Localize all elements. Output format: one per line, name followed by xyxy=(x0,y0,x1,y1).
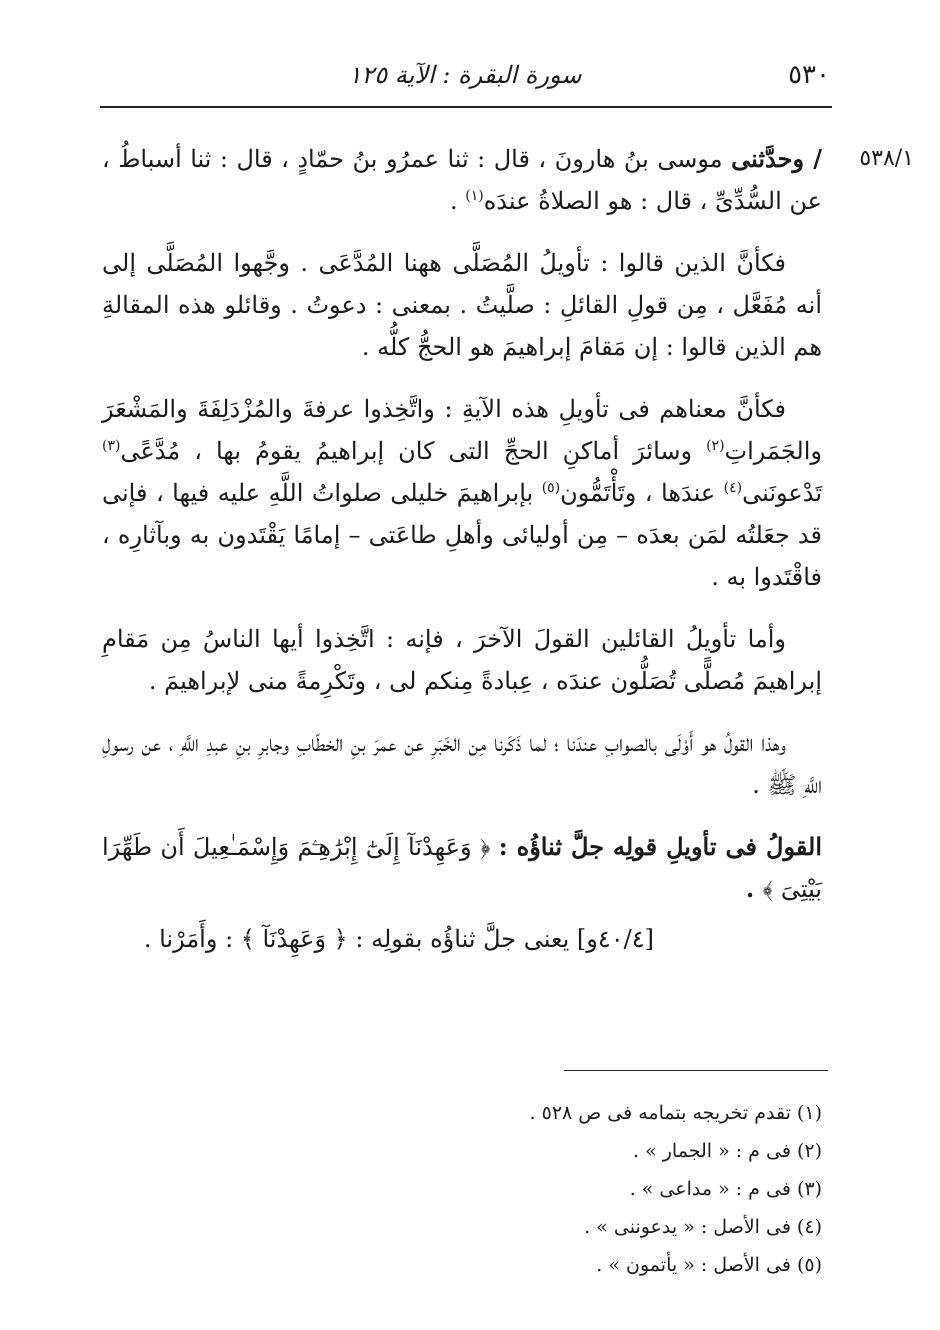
running-title: سورة البقرة : الآية ١٢٥ xyxy=(348,61,582,89)
footnotes xyxy=(120,1094,822,1284)
main-text xyxy=(102,138,822,960)
paragraph-3-part-b: وسائرَ أماكنِ الحجِّ التى كان إبراهيمُ يقومُ بها ، مُدَّعًى xyxy=(120,437,707,465)
footnote-4: (٤) فى الأصل : « يدعوننى » . xyxy=(584,1216,822,1238)
paragraph-4: وأما تأويلُ القائلين القولَ الآخرَ ، فإنه : اتَّخِذوا أيها الناسُ مِن مَقامِ إبراهيمَ مُصلًّى تُصَلُّون عندَه ، عِبادةً مِنكم لى ، وتَكْرِمةً منى لإبراهيمَ . xyxy=(102,625,822,695)
paragraph-1-lead: / وحدَّثنى xyxy=(731,144,822,173)
paragraph-3-part-e: بإبراهيمَ خليلى صلواتُ اللَّهِ عليه فيها ، فإنى قد جعَلتُه لمَن بعدَه – مِن أوليائى وأهلِ طاعَتى – إمامًا يَقْتَدون به وبآثارِه ، فاقْتَدوا به . xyxy=(102,479,822,591)
section-heading-text: القولُ فى تأويلِ قولِه جلَّ ثناؤُه : xyxy=(498,832,822,861)
margin-reference: ٥٣٨/١ xyxy=(859,146,914,171)
footnote-divider xyxy=(564,1070,828,1071)
paragraph-3-part-d: عندَها ، وتَأْتَمُّون xyxy=(560,479,724,507)
paragraph-6 xyxy=(102,918,822,960)
paragraph-1-end: . xyxy=(449,187,466,215)
footnote-2: (٢) فى م : « الجمار » . xyxy=(633,1140,822,1162)
paragraph-3-part-c: تَدْعونَنى xyxy=(742,479,823,507)
paragraph-6-part-a: [٤٠/٤و] يعنى جلَّ ثناؤُه بقولِه : xyxy=(355,925,654,953)
section-heading-end: . xyxy=(745,874,763,903)
paragraph-3-part-a: فكأنَّ معناهم فى تأويلِ هذه الآيةِ : واتَّخِذوا عرفةَ والمُزْدَلِفَةَ والمَشْعَرَ والجَمَراتِ xyxy=(102,395,822,465)
paragraph-5: وهذا القولُ هو أَوْلَى بالصوابِ عندَنا ؛ لما ذَكَرنا مِن الخَبَرِ عن عمرَ بنِ الخطّابِ وجابرِ بنِ عبدِ اللَّهِ ، عن رسولِ اللَّهِ ﷺ . xyxy=(102,729,822,799)
paragraph-1-text: موسى بنُ هارونَ ، قال : ثنا عمرُو بنُ حمّادٍ ، قال : ثنا أسباطُ ، عن السُّدِّىِّ ، قال : هو الصلاةُ عندَه xyxy=(102,145,822,215)
quran-quote: ﴿ وَعَهِدْنَآ ﴾ xyxy=(240,925,356,953)
paragraph-1 xyxy=(102,138,822,222)
footnote-marker-3: (٣) xyxy=(102,438,121,454)
footnote-5: (٥) فى الأصل : « يأتمون » . xyxy=(596,1254,822,1276)
paragraph-2: فكأنَّ الذين قالوا : تأويلُ المُصَلَّى ههنا المُدَّعَى . وجَّهوا المُصَلَّى إلى أنه مُفَعَّل ، مِن قولِ القائلِ : صلَّيتُ . بمعنى : دعوتُ . وقائلو هذه المقالةِ هم الذين قالوا : إن مَقامَ إبراهيمَ هو الحجُّ كلُّه . xyxy=(102,249,822,361)
footnote-1: (١) تقدم تخريجه بتمامه فى ص ٥٢٨ . xyxy=(529,1102,822,1124)
section-heading xyxy=(102,826,822,910)
page-header xyxy=(100,58,830,98)
header-divider xyxy=(100,106,832,108)
footnote-marker-1: (١) xyxy=(465,188,484,204)
paragraph-3 xyxy=(102,388,822,598)
footnote-3: (٣) فى م : « مداعى » . xyxy=(629,1178,822,1200)
footnote-marker-5: (٥) xyxy=(541,480,561,496)
footnote-marker-2: (٢) xyxy=(706,438,725,454)
footnote-marker-4: (٤) xyxy=(723,480,743,496)
paragraph-6-part-b: : وأَمَرْنا . xyxy=(143,925,241,953)
page-number: ٥٣٠ xyxy=(788,60,830,90)
quran-verse: ﴿ وَعَهِدْنَآ إِلَىٰٓ إِبْرَٰهِـۧمَ وَإِسْمَـٰعِيلَ أَن طَهِّرَا بَيْتِىَ ﴾ xyxy=(102,833,822,903)
